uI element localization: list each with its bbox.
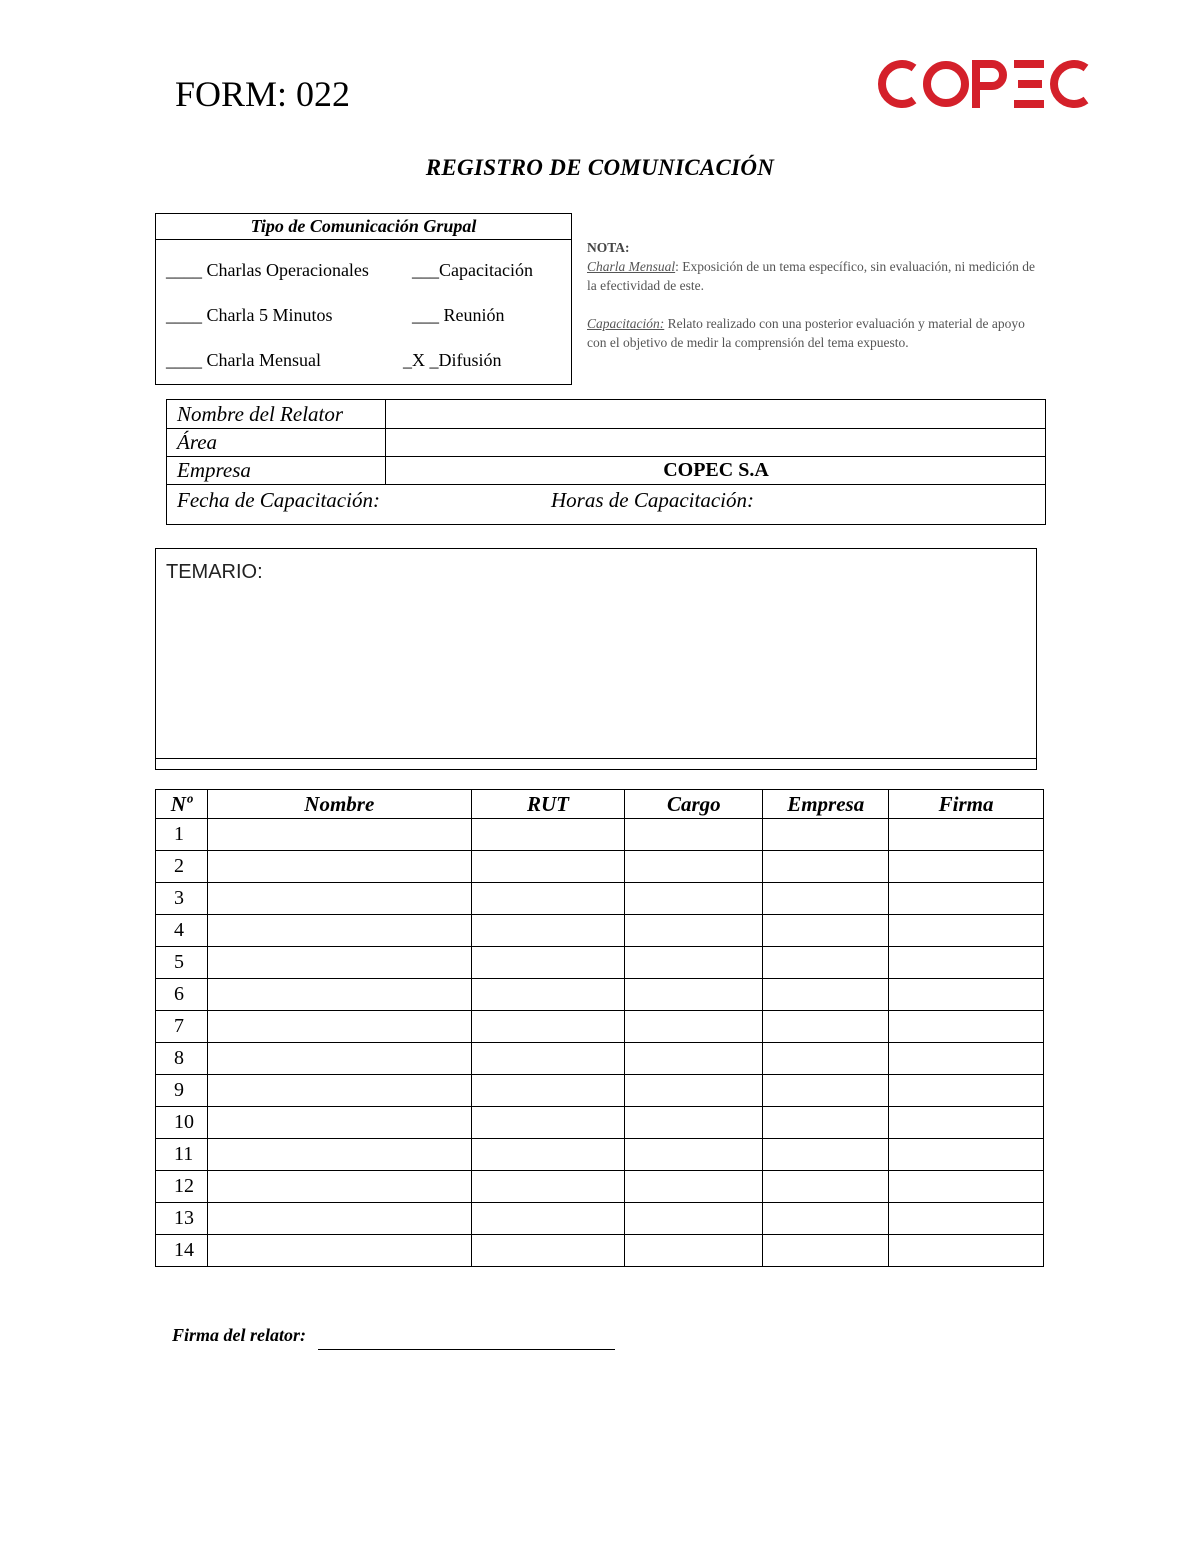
copec-logo (876, 58, 1090, 110)
table-row (156, 883, 1044, 915)
cell-nombre[interactable] (207, 883, 471, 915)
cell-nombre[interactable] (207, 1139, 471, 1171)
cell-cargo[interactable] (625, 1171, 763, 1203)
cell-firma[interactable] (889, 819, 1044, 851)
cell-firma[interactable] (889, 1043, 1044, 1075)
cell-nombre[interactable] (207, 1107, 471, 1139)
cell-cargo[interactable] (625, 819, 763, 851)
table-row (156, 819, 1044, 851)
table-row (156, 979, 1044, 1011)
cell-rut[interactable] (471, 819, 625, 851)
option-capacitacion: ___Capacitación (412, 260, 533, 280)
cell-cargo[interactable] (625, 1203, 763, 1235)
cell-rut[interactable] (471, 915, 625, 947)
cell-firma[interactable] (889, 1235, 1044, 1267)
cell-rut[interactable] (471, 1235, 625, 1267)
document-title: REGISTRO DE COMUNICACIÓN (425, 155, 775, 180)
cell-empresa[interactable] (763, 1235, 889, 1267)
cell-cargo[interactable] (625, 1075, 763, 1107)
cell-firma[interactable] (889, 1203, 1044, 1235)
table-row (156, 1203, 1044, 1235)
charla-mensual-text: : Exposición de un tema específico, sin evaluación, ni medición de la efectividad de este. (587, 259, 1036, 293)
cell-rut[interactable] (471, 883, 625, 915)
cell-firma[interactable] (889, 1075, 1044, 1107)
cell-rut[interactable] (471, 1075, 625, 1107)
nota-heading: NOTA: (587, 240, 630, 255)
cell-numero: 6 (156, 979, 208, 1011)
cell-rut[interactable] (471, 1171, 625, 1203)
cell-cargo[interactable] (625, 1107, 763, 1139)
col-firma: Firma (889, 790, 1044, 819)
table-row (156, 1139, 1044, 1171)
cell-cargo[interactable] (625, 1235, 763, 1267)
col-cargo: Cargo (625, 790, 763, 819)
cell-rut[interactable] (471, 1043, 625, 1075)
info-row-relator (167, 400, 1045, 429)
cell-firma[interactable] (889, 1107, 1044, 1139)
cell-nombre[interactable] (207, 1203, 471, 1235)
cell-rut[interactable] (471, 1139, 625, 1171)
cell-nombre[interactable] (207, 819, 471, 851)
nota-charla-mensual (587, 257, 1037, 295)
cell-empresa[interactable] (763, 851, 889, 883)
cell-rut[interactable] (471, 1107, 625, 1139)
cell-nombre[interactable] (207, 1043, 471, 1075)
cell-empresa[interactable] (763, 819, 889, 851)
cell-cargo[interactable] (625, 1043, 763, 1075)
table-row (156, 947, 1044, 979)
cell-numero: 9 (156, 1075, 208, 1107)
cell-empresa[interactable] (763, 1011, 889, 1043)
cell-numero: 2 (156, 851, 208, 883)
nota-block (587, 238, 1037, 352)
cell-nombre[interactable] (207, 1235, 471, 1267)
cell-empresa[interactable] (763, 1171, 889, 1203)
temario-label: TEMARIO: (166, 561, 263, 583)
cell-cargo[interactable] (625, 1139, 763, 1171)
info-row-empresa (167, 456, 1045, 485)
info-table (166, 399, 1046, 525)
cell-cargo[interactable] (625, 883, 763, 915)
cell-numero: 3 (156, 883, 208, 915)
cell-nombre[interactable] (207, 851, 471, 883)
relator-label: Nombre del Relator (177, 402, 344, 426)
cell-firma[interactable] (889, 979, 1044, 1011)
cell-empresa[interactable] (763, 1043, 889, 1075)
cell-nombre[interactable] (207, 979, 471, 1011)
info-row-area (167, 428, 1045, 457)
charla-mensual-label: Charla Mensual (587, 259, 676, 274)
cell-numero: 4 (156, 915, 208, 947)
cell-empresa[interactable] (763, 979, 889, 1011)
table-row (156, 915, 1044, 947)
cell-numero: 11 (156, 1139, 208, 1171)
attendance-header-row (156, 790, 1044, 819)
area-label: Área (177, 430, 218, 454)
option-charlas-operacionales: ____ Charlas Operacionales (166, 260, 369, 280)
cell-cargo[interactable] (625, 1011, 763, 1043)
option-reunion: ___ Reunión (412, 305, 505, 325)
table-row (156, 1043, 1044, 1075)
cell-rut[interactable] (471, 947, 625, 979)
nota-capacitacion (587, 314, 1037, 352)
cell-numero: 5 (156, 947, 208, 979)
firma-relator-line (318, 1349, 615, 1350)
cell-numero: 12 (156, 1171, 208, 1203)
cell-numero: 13 (156, 1203, 208, 1235)
firma-relator-label: Firma del relator: (172, 1325, 306, 1345)
empresa-value: COPEC S.A (663, 459, 769, 481)
cell-numero: 14 (156, 1235, 208, 1267)
attendance-table (155, 789, 1044, 1267)
empresa-label: Empresa (177, 458, 251, 482)
cell-firma[interactable] (889, 851, 1044, 883)
tipo-comunicacion-box (155, 213, 572, 385)
cell-nombre[interactable] (207, 915, 471, 947)
table-row (156, 1011, 1044, 1043)
capacitacion-text: Relato realizado con una posterior evaluación y material de apoyo con el objetivo de medir la comprensión del tema expuesto. (587, 316, 1025, 350)
cell-nombre[interactable] (207, 1011, 471, 1043)
tipo-heading: Tipo de Comunicación Grupal (156, 214, 571, 240)
cell-empresa[interactable] (763, 1203, 889, 1235)
cell-firma[interactable] (889, 1011, 1044, 1043)
cell-nombre[interactable] (207, 947, 471, 979)
cell-rut[interactable] (471, 1203, 625, 1235)
cell-rut[interactable] (471, 979, 625, 1011)
cell-empresa[interactable] (763, 883, 889, 915)
fecha-label: Fecha de Capacitación: (177, 488, 380, 512)
cell-rut[interactable] (471, 851, 625, 883)
capacitacion-label: Capacitación: (587, 316, 665, 331)
temario-box (155, 548, 1037, 770)
cell-empresa[interactable] (763, 915, 889, 947)
cell-cargo[interactable] (625, 915, 763, 947)
form-code: FORM: 022 (175, 74, 351, 114)
table-row (156, 1107, 1044, 1139)
cell-firma[interactable] (889, 947, 1044, 979)
cell-cargo[interactable] (625, 851, 763, 883)
cell-rut[interactable] (471, 1011, 625, 1043)
table-row (156, 1171, 1044, 1203)
col-rut: RUT (471, 790, 625, 819)
cell-nombre[interactable] (207, 1075, 471, 1107)
cell-numero: 7 (156, 1011, 208, 1043)
option-charla-mensual: ____ Charla Mensual (166, 350, 321, 370)
cell-empresa[interactable] (763, 947, 889, 979)
cell-empresa[interactable] (763, 1139, 889, 1171)
option-charla-5-minutos: ____ Charla 5 Minutos (166, 305, 333, 325)
col-numero: Nº (156, 790, 208, 819)
cell-numero: 10 (156, 1107, 208, 1139)
cell-firma[interactable] (889, 1171, 1044, 1203)
cell-nombre[interactable] (207, 1171, 471, 1203)
table-row (156, 1075, 1044, 1107)
cell-firma[interactable] (889, 883, 1044, 915)
col-nombre: Nombre (207, 790, 471, 819)
option-difusion: _X _Difusión (403, 350, 502, 370)
horas-label: Horas de Capacitación: (551, 488, 754, 512)
table-row (156, 851, 1044, 883)
col-empresa: Empresa (763, 790, 889, 819)
cell-cargo[interactable] (625, 947, 763, 979)
cell-firma[interactable] (889, 1139, 1044, 1171)
cell-cargo[interactable] (625, 979, 763, 1011)
table-row (156, 1235, 1044, 1267)
cell-numero: 8 (156, 1043, 208, 1075)
cell-empresa[interactable] (763, 1107, 889, 1139)
cell-firma[interactable] (889, 915, 1044, 947)
cell-numero: 1 (156, 819, 208, 851)
cell-empresa[interactable] (763, 1075, 889, 1107)
